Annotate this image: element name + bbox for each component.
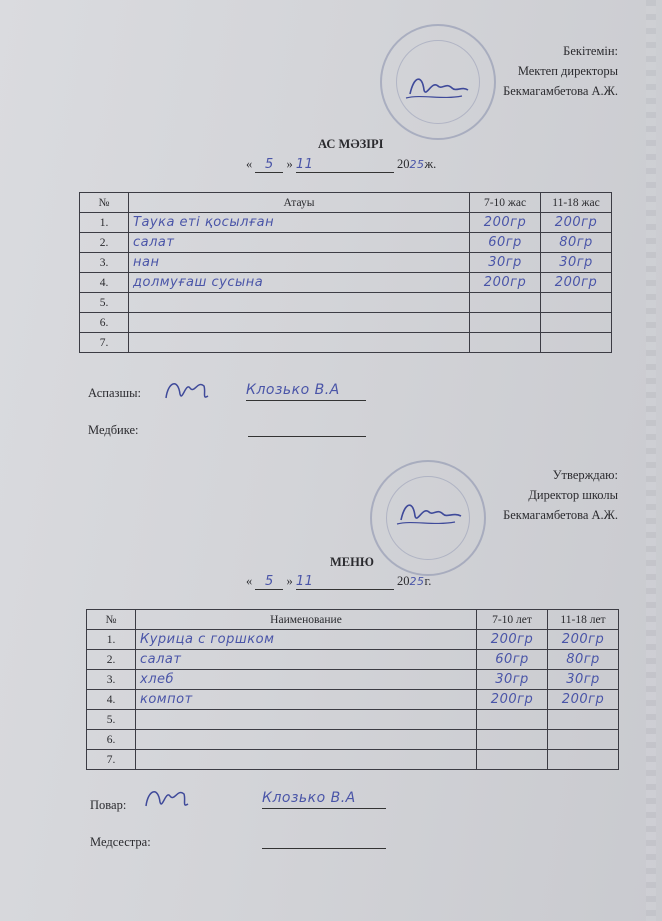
portion-11-18 xyxy=(548,750,619,770)
portion-11-18: 30гр xyxy=(541,253,612,273)
date-year-suffix: 25 xyxy=(409,575,425,588)
col-number: № xyxy=(80,193,129,213)
portion-7-10 xyxy=(470,313,541,333)
director-name: Бекмагамбетова А.Ж. xyxy=(503,508,618,522)
row-number: 4. xyxy=(87,690,136,710)
dish-name xyxy=(129,313,470,333)
date-close-quote: » xyxy=(286,157,293,171)
approve-label: Бекітемін: xyxy=(563,44,618,58)
table-row xyxy=(87,670,619,690)
row-number: 3. xyxy=(80,253,129,273)
portion-7-10: 200гр xyxy=(470,213,541,233)
table-row xyxy=(80,213,612,233)
portion-7-10 xyxy=(477,710,548,730)
table-row xyxy=(80,333,612,353)
cook-signature xyxy=(160,374,212,408)
date-close-quote: » xyxy=(286,574,293,588)
col-age-11-18: 11-18 лет xyxy=(548,610,619,630)
date-day: 5 xyxy=(255,157,283,173)
director-title: Мектеп директоры xyxy=(517,64,618,78)
table-row xyxy=(87,750,619,770)
portion-11-18 xyxy=(541,313,612,333)
col-name: Наименование xyxy=(136,610,477,630)
row-number: 7. xyxy=(87,750,136,770)
portion-7-10: 200гр xyxy=(470,273,541,293)
date-year-prefix: 20 xyxy=(397,157,410,171)
table-header-row xyxy=(80,193,612,213)
col-name: Атауы xyxy=(129,193,470,213)
table-row xyxy=(80,273,612,293)
nurse-label: Медсестра: xyxy=(90,835,151,849)
director-name: Бекмагамбетова А.Ж. xyxy=(503,84,618,98)
portion-11-18 xyxy=(541,333,612,353)
director-signature xyxy=(393,494,465,530)
table-header-row xyxy=(87,610,619,630)
dish-name: долмуғаш сусына xyxy=(129,273,470,293)
portion-7-10: 30гр xyxy=(470,253,541,273)
dish-name: нан xyxy=(129,253,470,273)
col-age-7-10: 7-10 лет xyxy=(477,610,548,630)
date-open-quote: « xyxy=(246,574,253,588)
date-month: 11 xyxy=(296,574,394,590)
menu-title: АС МӘЗІРІ xyxy=(318,137,384,151)
menu-date xyxy=(246,574,431,590)
table-row xyxy=(87,730,619,750)
table-row xyxy=(87,690,619,710)
menu-table xyxy=(86,609,619,770)
table-row xyxy=(87,630,619,650)
dish-name xyxy=(136,730,477,750)
portion-7-10: 30гр xyxy=(477,670,548,690)
portion-11-18: 200гр xyxy=(541,213,612,233)
menu-table xyxy=(79,192,612,353)
dish-name xyxy=(129,293,470,313)
row-number: 3. xyxy=(87,670,136,690)
portion-11-18: 80гр xyxy=(548,650,619,670)
dish-name: Таука еті қосылған xyxy=(129,213,470,233)
director-title: Директор школы xyxy=(528,488,618,502)
portion-7-10 xyxy=(470,293,541,313)
dish-name: компот xyxy=(136,690,477,710)
row-number: 5. xyxy=(87,710,136,730)
col-age-7-10: 7-10 жас xyxy=(470,193,541,213)
date-year-prefix: 20 xyxy=(397,574,410,588)
approve-label: Утверждаю: xyxy=(552,468,618,482)
row-number: 7. xyxy=(80,333,129,353)
portion-11-18: 200гр xyxy=(541,273,612,293)
dish-name xyxy=(129,333,470,353)
portion-7-10 xyxy=(477,750,548,770)
table-row xyxy=(80,253,612,273)
dish-name: салат xyxy=(129,233,470,253)
cook-signature xyxy=(140,782,192,816)
col-age-11-18: 11-18 жас xyxy=(541,193,612,213)
dish-name: Курица с горшком xyxy=(136,630,477,650)
date-year-unit: ж. xyxy=(424,157,437,171)
cook-label: Аспазшы: xyxy=(88,386,141,400)
nurse-signature-line xyxy=(262,848,386,849)
table-row xyxy=(80,293,612,313)
table-row xyxy=(80,233,612,253)
portion-7-10: 200гр xyxy=(477,690,548,710)
dish-name xyxy=(136,750,477,770)
portion-11-18: 200гр xyxy=(548,630,619,650)
menu-date xyxy=(246,157,436,173)
nurse-signature-line xyxy=(248,436,366,437)
date-year-suffix: 25 xyxy=(409,158,425,171)
date-month: 11 xyxy=(296,157,394,173)
date-day: 5 xyxy=(255,574,283,590)
cook-name: Клозько В.А xyxy=(246,382,340,398)
cook-name: Клозько В.А xyxy=(262,790,356,806)
director-signature xyxy=(402,68,472,104)
row-number: 6. xyxy=(87,730,136,750)
cook-name-underline xyxy=(246,400,366,401)
row-number: 2. xyxy=(80,233,129,253)
dish-name: хлеб xyxy=(136,670,477,690)
row-number: 1. xyxy=(80,213,129,233)
cook-name-underline xyxy=(262,808,386,809)
portion-7-10 xyxy=(477,730,548,750)
portion-11-18 xyxy=(548,730,619,750)
page-edge xyxy=(646,0,656,921)
nurse-label: Медбике: xyxy=(88,423,139,437)
portion-7-10: 60гр xyxy=(470,233,541,253)
cook-label: Повар: xyxy=(90,798,127,812)
row-number: 5. xyxy=(80,293,129,313)
portion-7-10: 200гр xyxy=(477,630,548,650)
table-row xyxy=(80,313,612,333)
portion-11-18: 200гр xyxy=(548,690,619,710)
portion-11-18: 30гр xyxy=(548,670,619,690)
portion-11-18 xyxy=(548,710,619,730)
date-open-quote: « xyxy=(246,157,253,171)
col-number: № xyxy=(87,610,136,630)
table-row xyxy=(87,710,619,730)
date-year-unit: г. xyxy=(424,574,432,588)
dish-name: салат xyxy=(136,650,477,670)
row-number: 4. xyxy=(80,273,129,293)
menu-title: МЕНЮ xyxy=(330,555,374,569)
row-number: 2. xyxy=(87,650,136,670)
portion-7-10 xyxy=(470,333,541,353)
row-number: 1. xyxy=(87,630,136,650)
portion-11-18: 80гр xyxy=(541,233,612,253)
table-row xyxy=(87,650,619,670)
portion-7-10: 60гр xyxy=(477,650,548,670)
row-number: 6. xyxy=(80,313,129,333)
dish-name xyxy=(136,710,477,730)
portion-11-18 xyxy=(541,293,612,313)
